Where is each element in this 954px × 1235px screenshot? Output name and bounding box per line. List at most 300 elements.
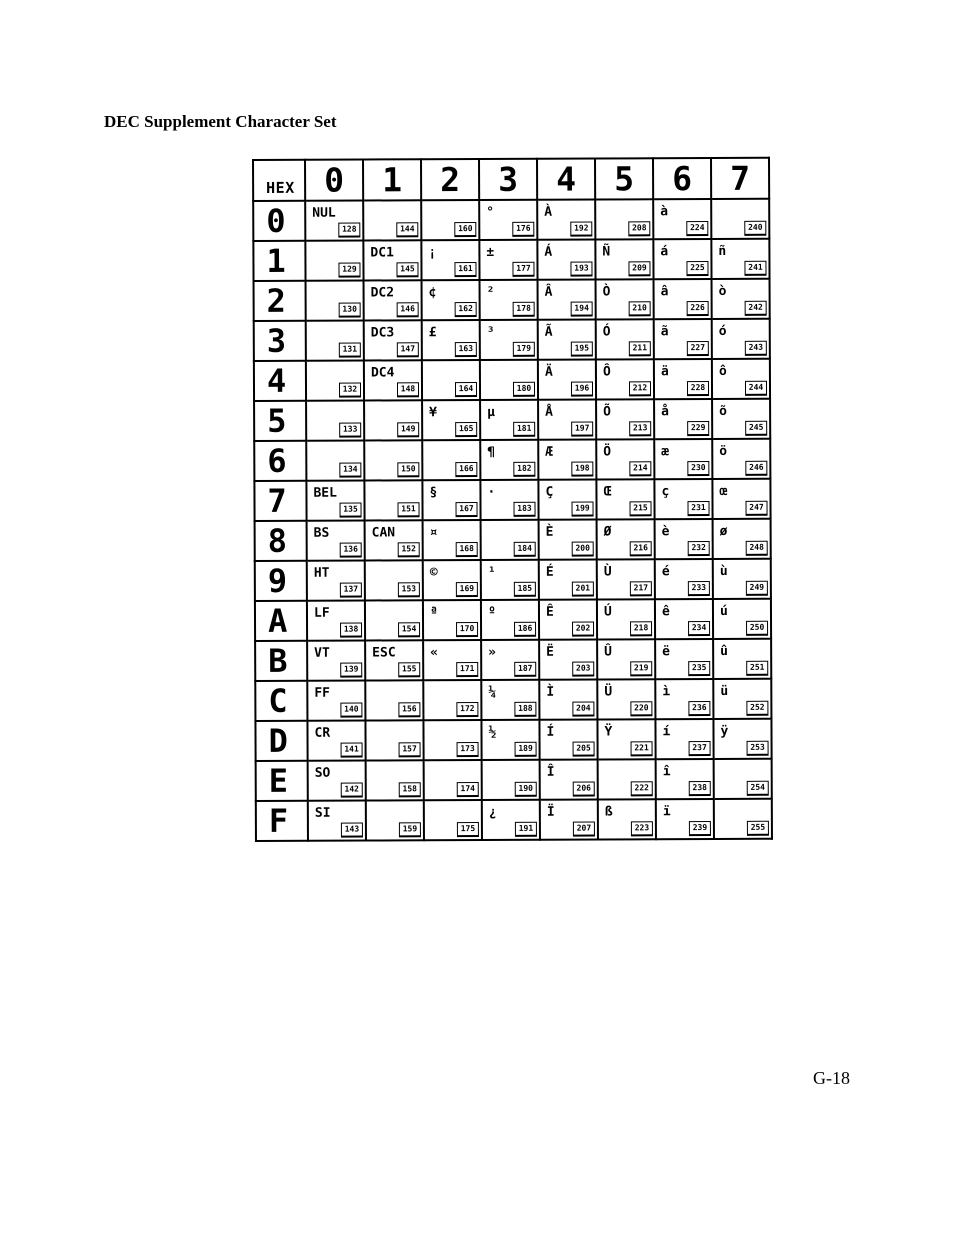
- char-glyph: Ä: [544, 364, 553, 380]
- column-header-3: [479, 159, 537, 200]
- row-header-1: [253, 241, 305, 281]
- decimal-code-box: 217: [630, 581, 652, 596]
- char-glyph: ©: [429, 565, 438, 581]
- decimal-code-box: 157: [399, 742, 421, 757]
- decimal-code-box: 177: [512, 262, 534, 277]
- char-cell: [653, 199, 711, 239]
- char-cell: [713, 559, 771, 599]
- char-cell: [537, 240, 595, 280]
- decimal-code-box: 228: [687, 381, 709, 396]
- decimal-code-box: 202: [572, 622, 594, 637]
- decimal-code-box: 182: [513, 462, 535, 477]
- char-glyph: LF: [313, 605, 330, 621]
- decimal-code-box: 178: [513, 302, 535, 317]
- char-cell: [712, 319, 770, 359]
- char-cell: [596, 479, 654, 519]
- decimal-code-box: 227: [687, 341, 709, 356]
- char-cell: [365, 560, 423, 600]
- char-cell: [305, 241, 363, 281]
- char-glyph: Ø: [603, 524, 612, 540]
- row-header-0: [253, 201, 305, 241]
- decimal-code-box: 229: [687, 421, 709, 436]
- char-cell: [481, 560, 539, 600]
- decimal-code-box: 216: [630, 541, 652, 556]
- char-cell: [480, 440, 538, 480]
- column-header-4: [537, 159, 595, 200]
- decimal-code-box: 139: [340, 663, 362, 678]
- char-cell: [363, 200, 421, 240]
- char-glyph: ì: [662, 684, 671, 700]
- row-header-4: [254, 361, 306, 401]
- decimal-code-box: 215: [629, 501, 651, 516]
- char-glyph: µ: [487, 404, 495, 420]
- char-glyph: î: [662, 764, 671, 780]
- decimal-code-box: 138: [340, 623, 362, 638]
- decimal-code-box: 159: [399, 822, 421, 837]
- char-cell: [713, 719, 771, 759]
- hex-corner-cell: [253, 160, 305, 201]
- row-header-label: E: [268, 761, 289, 800]
- char-cell: [712, 479, 770, 519]
- decimal-code-box: 200: [572, 542, 594, 557]
- char-cell: [364, 280, 422, 320]
- decimal-code-box: 218: [630, 621, 652, 636]
- char-glyph: õ: [719, 403, 727, 419]
- char-cell: [423, 600, 481, 640]
- char-cell: [307, 521, 365, 561]
- char-cell: [597, 719, 655, 759]
- decimal-code-box: 241: [744, 261, 766, 276]
- char-glyph: à: [660, 204, 669, 220]
- table-row: [254, 439, 770, 481]
- char-cell: [306, 321, 364, 361]
- char-glyph: ú: [719, 603, 728, 619]
- table-row: [256, 799, 772, 841]
- column-header-7: [711, 158, 769, 199]
- char-cell: [656, 799, 714, 839]
- decimal-code-box: 232: [688, 541, 710, 556]
- char-cell: [539, 599, 597, 639]
- row-header-label: 2: [266, 281, 286, 320]
- decimal-code-box: 167: [455, 502, 477, 517]
- char-glyph: FF: [314, 685, 331, 701]
- row-header-label: 3: [266, 321, 287, 360]
- char-glyph: DC1: [370, 245, 394, 261]
- char-cell: [654, 399, 712, 439]
- column-header-label: 1: [382, 160, 403, 200]
- decimal-code-box: 144: [396, 222, 418, 237]
- char-glyph: ·: [487, 484, 496, 500]
- char-cell: [422, 360, 480, 400]
- char-cell: [422, 480, 480, 520]
- char-cell: [365, 600, 423, 640]
- char-glyph: CAN: [371, 525, 396, 541]
- char-cell: [364, 360, 422, 400]
- char-cell: [538, 400, 596, 440]
- decimal-code-box: 194: [571, 302, 593, 317]
- decimal-code-box: 129: [338, 263, 360, 278]
- decimal-code-box: 254: [747, 781, 769, 796]
- decimal-code-box: 233: [688, 581, 710, 596]
- decimal-code-box: 207: [573, 822, 595, 837]
- char-cell: [366, 800, 424, 840]
- decimal-code-box: 173: [457, 742, 479, 757]
- char-cell: [655, 639, 713, 679]
- decimal-code-box: 176: [512, 222, 534, 237]
- char-cell: [422, 400, 480, 440]
- decimal-code-box: 243: [745, 341, 767, 356]
- decimal-code-box: 236: [688, 701, 710, 716]
- table-row: [255, 519, 771, 561]
- column-header-label: 2: [440, 160, 461, 200]
- decimal-code-box: 145: [396, 262, 418, 277]
- decimal-code-box: 154: [398, 622, 420, 637]
- decimal-code-box: 133: [339, 423, 361, 438]
- char-glyph: ³: [486, 324, 495, 340]
- decimal-code-box: 149: [397, 422, 419, 437]
- char-cell: [481, 520, 539, 560]
- decimal-code-box: 192: [570, 222, 592, 237]
- char-glyph: ¶: [487, 444, 496, 460]
- row-header-label: 9: [267, 561, 288, 600]
- row-header-label: 5: [267, 401, 287, 440]
- char-glyph: ê: [661, 604, 670, 620]
- table-row: [255, 599, 771, 641]
- decimal-code-box: 174: [457, 782, 479, 797]
- column-header-label: 0: [324, 160, 345, 200]
- table-row: [255, 639, 771, 681]
- char-glyph: ESC: [372, 645, 396, 661]
- char-cell: [654, 439, 712, 479]
- decimal-code-box: 140: [340, 703, 362, 718]
- char-glyph: Æ: [545, 444, 554, 460]
- row-header-5: [254, 401, 306, 441]
- decimal-code-box: 245: [745, 421, 767, 436]
- char-cell: [308, 801, 366, 841]
- table-row: [253, 199, 769, 241]
- char-cell: [712, 399, 770, 439]
- char-cell: [480, 360, 538, 400]
- char-glyph: ¡: [428, 245, 437, 261]
- column-header-0: [305, 160, 363, 201]
- char-glyph: Ì: [546, 684, 555, 700]
- char-glyph: Î: [546, 764, 555, 780]
- decimal-code-box: 235: [688, 661, 710, 676]
- char-cell: [422, 280, 480, 320]
- char-glyph: ø: [719, 523, 728, 539]
- char-cell: [364, 440, 422, 480]
- decimal-code-box: 247: [745, 501, 767, 516]
- decimal-code-box: 136: [340, 543, 362, 558]
- row-header-label: 6: [267, 441, 287, 480]
- decimal-code-box: 196: [571, 382, 593, 397]
- char-cell: [481, 640, 539, 680]
- char-glyph: BS: [313, 525, 330, 541]
- decimal-code-box: 141: [341, 743, 363, 758]
- character-set-table-body: [253, 158, 772, 841]
- char-cell: [479, 200, 537, 240]
- char-cell: [538, 440, 596, 480]
- decimal-code-box: 211: [629, 341, 651, 356]
- char-cell: [482, 800, 540, 840]
- char-glyph: ±: [486, 244, 495, 260]
- char-cell: [423, 640, 481, 680]
- column-header-label: 4: [556, 159, 577, 199]
- decimal-code-box: 222: [631, 781, 653, 796]
- char-cell: [424, 800, 482, 840]
- char-glyph: ¥: [429, 405, 437, 421]
- char-cell: [713, 639, 771, 679]
- char-cell: [363, 240, 421, 280]
- document-title: DEC Supplement Character Set: [104, 112, 337, 131]
- char-cell: [596, 319, 654, 359]
- table-row: [255, 719, 771, 761]
- char-cell: [307, 641, 365, 681]
- decimal-code-box: 165: [455, 422, 477, 437]
- row-header-label: B: [268, 641, 288, 680]
- decimal-code-box: 219: [630, 661, 652, 676]
- decimal-code-box: 187: [514, 662, 536, 677]
- char-cell: [306, 361, 364, 401]
- char-glyph: É: [545, 564, 554, 580]
- char-glyph: Å: [545, 404, 553, 420]
- char-glyph: û: [720, 643, 729, 659]
- char-glyph: °: [486, 204, 495, 220]
- decimal-code-box: 172: [456, 702, 478, 717]
- hex-label: HEX: [266, 178, 295, 197]
- table-row: [254, 279, 770, 321]
- decimal-code-box: 128: [338, 223, 360, 238]
- decimal-code-box: 166: [455, 462, 477, 477]
- char-cell: [307, 601, 365, 641]
- char-glyph: DC4: [370, 365, 395, 381]
- decimal-code-box: 221: [631, 741, 653, 756]
- char-glyph: ó: [718, 323, 727, 339]
- decimal-code-box: 163: [455, 342, 477, 357]
- char-cell: [654, 319, 712, 359]
- char-glyph: ô: [718, 363, 727, 379]
- decimal-code-box: 168: [456, 542, 478, 557]
- decimal-code-box: 197: [571, 422, 593, 437]
- char-cell: [482, 760, 540, 800]
- char-cell: [423, 680, 481, 720]
- decimal-code-box: 131: [339, 343, 361, 358]
- char-glyph: º: [487, 604, 496, 620]
- char-cell: [712, 359, 770, 399]
- char-cell: [307, 721, 365, 761]
- table-row: [255, 679, 771, 721]
- char-cell: [306, 401, 364, 441]
- char-glyph: SO: [314, 765, 331, 781]
- char-glyph: Ï: [546, 804, 555, 820]
- char-glyph: Á: [544, 244, 553, 260]
- char-glyph: ½: [488, 724, 497, 740]
- char-cell: [538, 280, 596, 320]
- char-cell: [654, 279, 712, 319]
- table-row: [254, 359, 770, 401]
- decimal-code-box: 171: [456, 662, 478, 677]
- char-glyph: DC3: [370, 325, 395, 341]
- column-header-label: 6: [672, 159, 693, 199]
- char-cell: [421, 240, 479, 280]
- char-glyph: «: [430, 645, 439, 661]
- char-glyph: Â: [544, 284, 553, 300]
- char-cell: [713, 599, 771, 639]
- decimal-code-box: 234: [688, 621, 710, 636]
- char-cell: [364, 320, 422, 360]
- column-header-5: [595, 158, 653, 199]
- char-cell: [595, 199, 653, 239]
- char-glyph: ù: [719, 563, 728, 579]
- decimal-code-box: 244: [745, 381, 767, 396]
- char-glyph: À: [544, 204, 553, 220]
- row-header-F: [256, 801, 308, 841]
- char-glyph: »: [488, 644, 497, 660]
- char-cell: [596, 279, 654, 319]
- row-header-3: [254, 321, 306, 361]
- decimal-code-box: 195: [571, 342, 593, 357]
- char-cell: [480, 400, 538, 440]
- decimal-code-box: 188: [514, 702, 536, 717]
- decimal-code-box: 239: [689, 821, 711, 836]
- char-cell: [308, 761, 366, 801]
- char-cell: [712, 279, 770, 319]
- char-cell: [422, 320, 480, 360]
- decimal-code-box: 134: [339, 463, 361, 478]
- decimal-code-box: 156: [398, 702, 420, 717]
- char-glyph: Ñ: [602, 244, 611, 260]
- decimal-code-box: 209: [628, 261, 650, 276]
- table-row: [253, 239, 769, 281]
- decimal-code-box: 213: [629, 421, 651, 436]
- decimal-code-box: 199: [571, 502, 593, 517]
- char-cell: [423, 520, 481, 560]
- decimal-code-box: 223: [631, 821, 653, 836]
- column-header-6: [653, 158, 711, 199]
- table-row: [254, 479, 770, 521]
- decimal-code-box: 158: [399, 782, 421, 797]
- char-glyph: ¼: [488, 684, 497, 700]
- char-cell: [365, 680, 423, 720]
- decimal-code-box: 186: [514, 622, 536, 637]
- char-glyph: Í: [546, 724, 555, 740]
- char-glyph: æ: [661, 444, 670, 460]
- char-cell: [597, 559, 655, 599]
- char-glyph: â: [660, 284, 669, 300]
- row-header-2: [254, 281, 306, 321]
- char-cell: [714, 799, 772, 839]
- decimal-code-box: 155: [398, 662, 420, 677]
- char-glyph: £: [428, 325, 437, 341]
- char-cell: [422, 440, 480, 480]
- char-cell: [655, 599, 713, 639]
- char-glyph: ã: [660, 324, 669, 340]
- char-cell: [479, 240, 537, 280]
- char-cell: [714, 759, 772, 799]
- decimal-code-box: 185: [514, 582, 536, 597]
- decimal-code-box: 190: [515, 782, 537, 797]
- decimal-code-box: 231: [687, 501, 709, 516]
- char-glyph: Ç: [545, 484, 554, 500]
- char-glyph: ÿ: [720, 723, 729, 739]
- char-cell: [597, 679, 655, 719]
- char-glyph: å: [661, 404, 669, 420]
- decimal-code-box: 180: [513, 382, 535, 397]
- decimal-code-box: 230: [687, 461, 709, 476]
- char-glyph: ë: [662, 644, 671, 660]
- decimal-code-box: 225: [686, 261, 708, 276]
- decimal-code-box: 208: [628, 221, 650, 236]
- decimal-code-box: 164: [455, 382, 477, 397]
- decimal-code-box: 191: [515, 822, 537, 837]
- decimal-code-box: 212: [629, 381, 651, 396]
- char-glyph: ö: [719, 443, 728, 459]
- char-cell: [654, 479, 712, 519]
- row-header-D: [255, 721, 307, 761]
- char-cell: [538, 480, 596, 520]
- char-glyph: Ö: [603, 444, 612, 460]
- decimal-code-box: 137: [340, 583, 362, 598]
- decimal-code-box: 150: [397, 462, 419, 477]
- char-glyph: Ÿ: [604, 724, 613, 740]
- decimal-code-box: 237: [689, 741, 711, 756]
- char-cell: [655, 679, 713, 719]
- decimal-code-box: 184: [514, 542, 536, 557]
- char-glyph: §: [429, 485, 438, 501]
- char-glyph: NUL: [312, 205, 336, 221]
- decimal-code-box: 220: [630, 701, 652, 716]
- decimal-code-box: 242: [745, 301, 767, 316]
- row-header-9: [255, 561, 307, 601]
- decimal-code-box: 238: [689, 781, 711, 796]
- decimal-code-box: 198: [571, 462, 593, 477]
- decimal-code-box: 255: [747, 821, 769, 836]
- char-cell: [711, 239, 769, 279]
- char-cell: [540, 759, 598, 799]
- char-cell: [655, 519, 713, 559]
- char-cell: [712, 439, 770, 479]
- char-glyph: È: [545, 524, 554, 540]
- char-cell: [655, 559, 713, 599]
- row-header-label: 7: [267, 481, 287, 520]
- table-row: [256, 759, 772, 801]
- char-glyph: Ã: [544, 324, 553, 340]
- decimal-code-box: 246: [745, 461, 767, 476]
- char-cell: [653, 239, 711, 279]
- char-glyph: ª: [429, 605, 438, 621]
- char-cell: [480, 320, 538, 360]
- decimal-code-box: 249: [746, 581, 768, 596]
- char-glyph: œ: [719, 483, 728, 499]
- char-glyph: Ô: [602, 364, 611, 380]
- decimal-code-box: 160: [454, 222, 476, 237]
- char-cell: [421, 200, 479, 240]
- column-header-1: [363, 159, 421, 200]
- row-header-label: 4: [266, 361, 287, 400]
- char-glyph: ü: [720, 683, 729, 699]
- char-glyph: Ó: [602, 324, 611, 340]
- decimal-code-box: 214: [629, 461, 651, 476]
- row-header-label: A: [267, 601, 288, 640]
- decimal-code-box: 251: [746, 661, 768, 676]
- char-glyph: ¤: [429, 525, 438, 541]
- char-glyph: BEL: [313, 485, 337, 501]
- char-cell: [539, 719, 597, 759]
- row-header-label: D: [268, 721, 288, 760]
- decimal-code-box: 210: [629, 301, 651, 316]
- column-header-2: [421, 159, 479, 200]
- decimal-code-box: 189: [515, 742, 537, 757]
